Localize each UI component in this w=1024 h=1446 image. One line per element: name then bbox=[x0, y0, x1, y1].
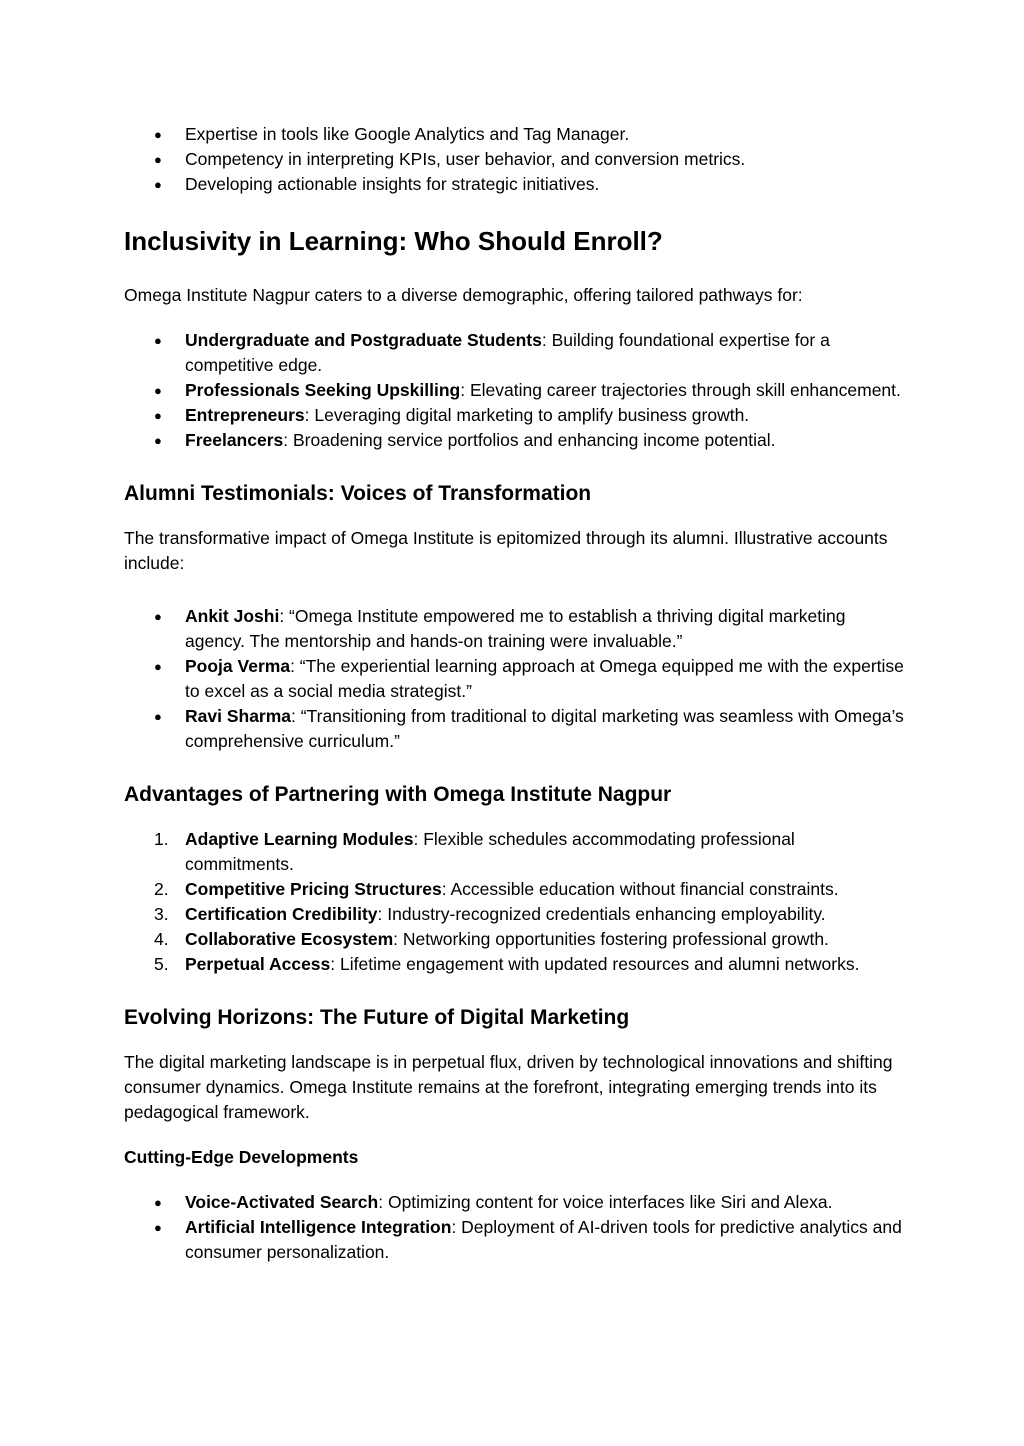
list-item-text: : “Transitioning from traditional to digital marketing was seamless with Omega’s comprehensive curriculum.” bbox=[185, 706, 904, 751]
intro-bullet-list bbox=[124, 122, 904, 197]
list-item bbox=[124, 927, 904, 952]
list-item-text: : Flexible schedules accommodating professional commitments. bbox=[185, 829, 795, 874]
list-item-term: Ankit Joshi bbox=[185, 606, 280, 626]
heading-who-should-enroll: Inclusivity in Learning: Who Should Enroll? bbox=[124, 226, 663, 256]
list-item bbox=[124, 952, 904, 977]
list-item-number: 5. bbox=[154, 954, 169, 974]
list-item bbox=[124, 877, 904, 902]
list-item-term: Voice-Activated Search bbox=[185, 1192, 379, 1212]
list-item-text: : “The experiential learning approach at Omega equipped me with the expertise to excel as a social media strategist.” bbox=[185, 656, 904, 701]
list-item-text: : Elevating career trajectories through skill enhancement. bbox=[460, 380, 901, 400]
list-item-term: Undergraduate and Postgraduate Students bbox=[185, 330, 542, 350]
list-item-number: 1. bbox=[154, 829, 169, 849]
list-item-text: : Building foundational expertise for a competitive edge. bbox=[185, 330, 830, 375]
advantages-numbered-list bbox=[124, 827, 904, 977]
list-item bbox=[124, 827, 904, 877]
heading-evolving-horizons: Evolving Horizons: The Future of Digital Marketing bbox=[124, 1006, 630, 1029]
heading-alumni-testimonials: Alumni Testimonials: Voices of Transformation bbox=[124, 482, 592, 505]
future-bullet-list bbox=[124, 1190, 904, 1265]
list-item: ● Competency in interpreting KPIs, user behavior, and conversion metrics. bbox=[124, 147, 904, 172]
list-item-text: : Deployment of AI-driven tools for predictive analytics and consumer personalization. bbox=[185, 1217, 902, 1262]
list-item bbox=[124, 704, 904, 754]
list-item bbox=[124, 403, 904, 428]
list-item-term: Professionals Seeking Upskilling bbox=[185, 380, 461, 400]
list-item-term: Competitive Pricing Structures bbox=[185, 879, 442, 899]
list-item-term: Ravi Sharma bbox=[185, 706, 292, 726]
list-item-text: : Optimizing content for voice interfaces like Siri and Alexa. bbox=[378, 1192, 833, 1212]
list-item-number: 3. bbox=[154, 904, 169, 924]
list-item-term: Artificial Intelligence Integration bbox=[185, 1217, 452, 1237]
testimonials-bullet-list bbox=[124, 604, 904, 754]
heading-advantages: Advantages of Partnering with Omega Institute Nagpur bbox=[124, 783, 672, 806]
enroll-paragraph: Omega Institute Nagpur caters to a diverse demographic, offering tailored pathways for: bbox=[124, 285, 803, 305]
testimonials-paragraph: The transformative impact of Omega Institute is epitomized through its alumni. Illustrative accounts include: bbox=[124, 528, 888, 573]
list-item: ● Expertise in tools like Google Analytics and Tag Manager. bbox=[124, 122, 904, 147]
list-item-text: : Networking opportunities fostering professional growth. bbox=[393, 929, 829, 949]
list-item bbox=[124, 654, 904, 704]
future-paragraph: The digital marketing landscape is in perpetual flux, driven by technological innovations and shifting consumer dynamics. Omega Institute remains at the forefront, integrating emerging trends into its pedagogical framework. bbox=[124, 1052, 893, 1122]
list-item-term: Entrepreneurs bbox=[185, 405, 305, 425]
list-item-text: : Lifetime engagement with updated resources and alumni networks. bbox=[330, 954, 860, 974]
list-item-term: Collaborative Ecosystem bbox=[185, 929, 394, 949]
list-item-number: 4. bbox=[154, 929, 169, 949]
list-item-term: Adaptive Learning Modules bbox=[185, 829, 414, 849]
list-item bbox=[124, 378, 904, 403]
list-item-text: : Accessible education without financial constraints. bbox=[441, 879, 839, 899]
enroll-bullet-list bbox=[124, 328, 904, 453]
list-item-term: Perpetual Access bbox=[185, 954, 331, 974]
list-item bbox=[124, 1215, 904, 1265]
list-item-number: 2. bbox=[154, 879, 169, 899]
list-item-text: : Broadening service portfolios and enhancing income potential. bbox=[283, 430, 776, 450]
list-item-text: : “Omega Institute empowered me to establish a thriving digital marketing agency. The mentorship and hands-on training were invaluable.” bbox=[185, 606, 846, 651]
list-item bbox=[124, 1190, 904, 1215]
list-item-term: Pooja Verma bbox=[185, 656, 291, 676]
subheading-cutting-edge: Cutting-Edge Developments bbox=[124, 1147, 359, 1167]
list-item-term: Freelancers bbox=[185, 430, 284, 450]
list-item bbox=[124, 428, 904, 453]
list-item-term: Certification Credibility bbox=[185, 904, 378, 924]
document-page bbox=[124, 122, 904, 1265]
list-item bbox=[124, 328, 904, 378]
list-item bbox=[124, 902, 904, 927]
list-item: ● Developing actionable insights for strategic initiatives. bbox=[124, 172, 904, 197]
list-item-text: : Leveraging digital marketing to amplify business growth. bbox=[304, 405, 750, 425]
list-item bbox=[124, 604, 904, 654]
list-item-text: : Industry-recognized credentials enhancing employability. bbox=[377, 904, 826, 924]
